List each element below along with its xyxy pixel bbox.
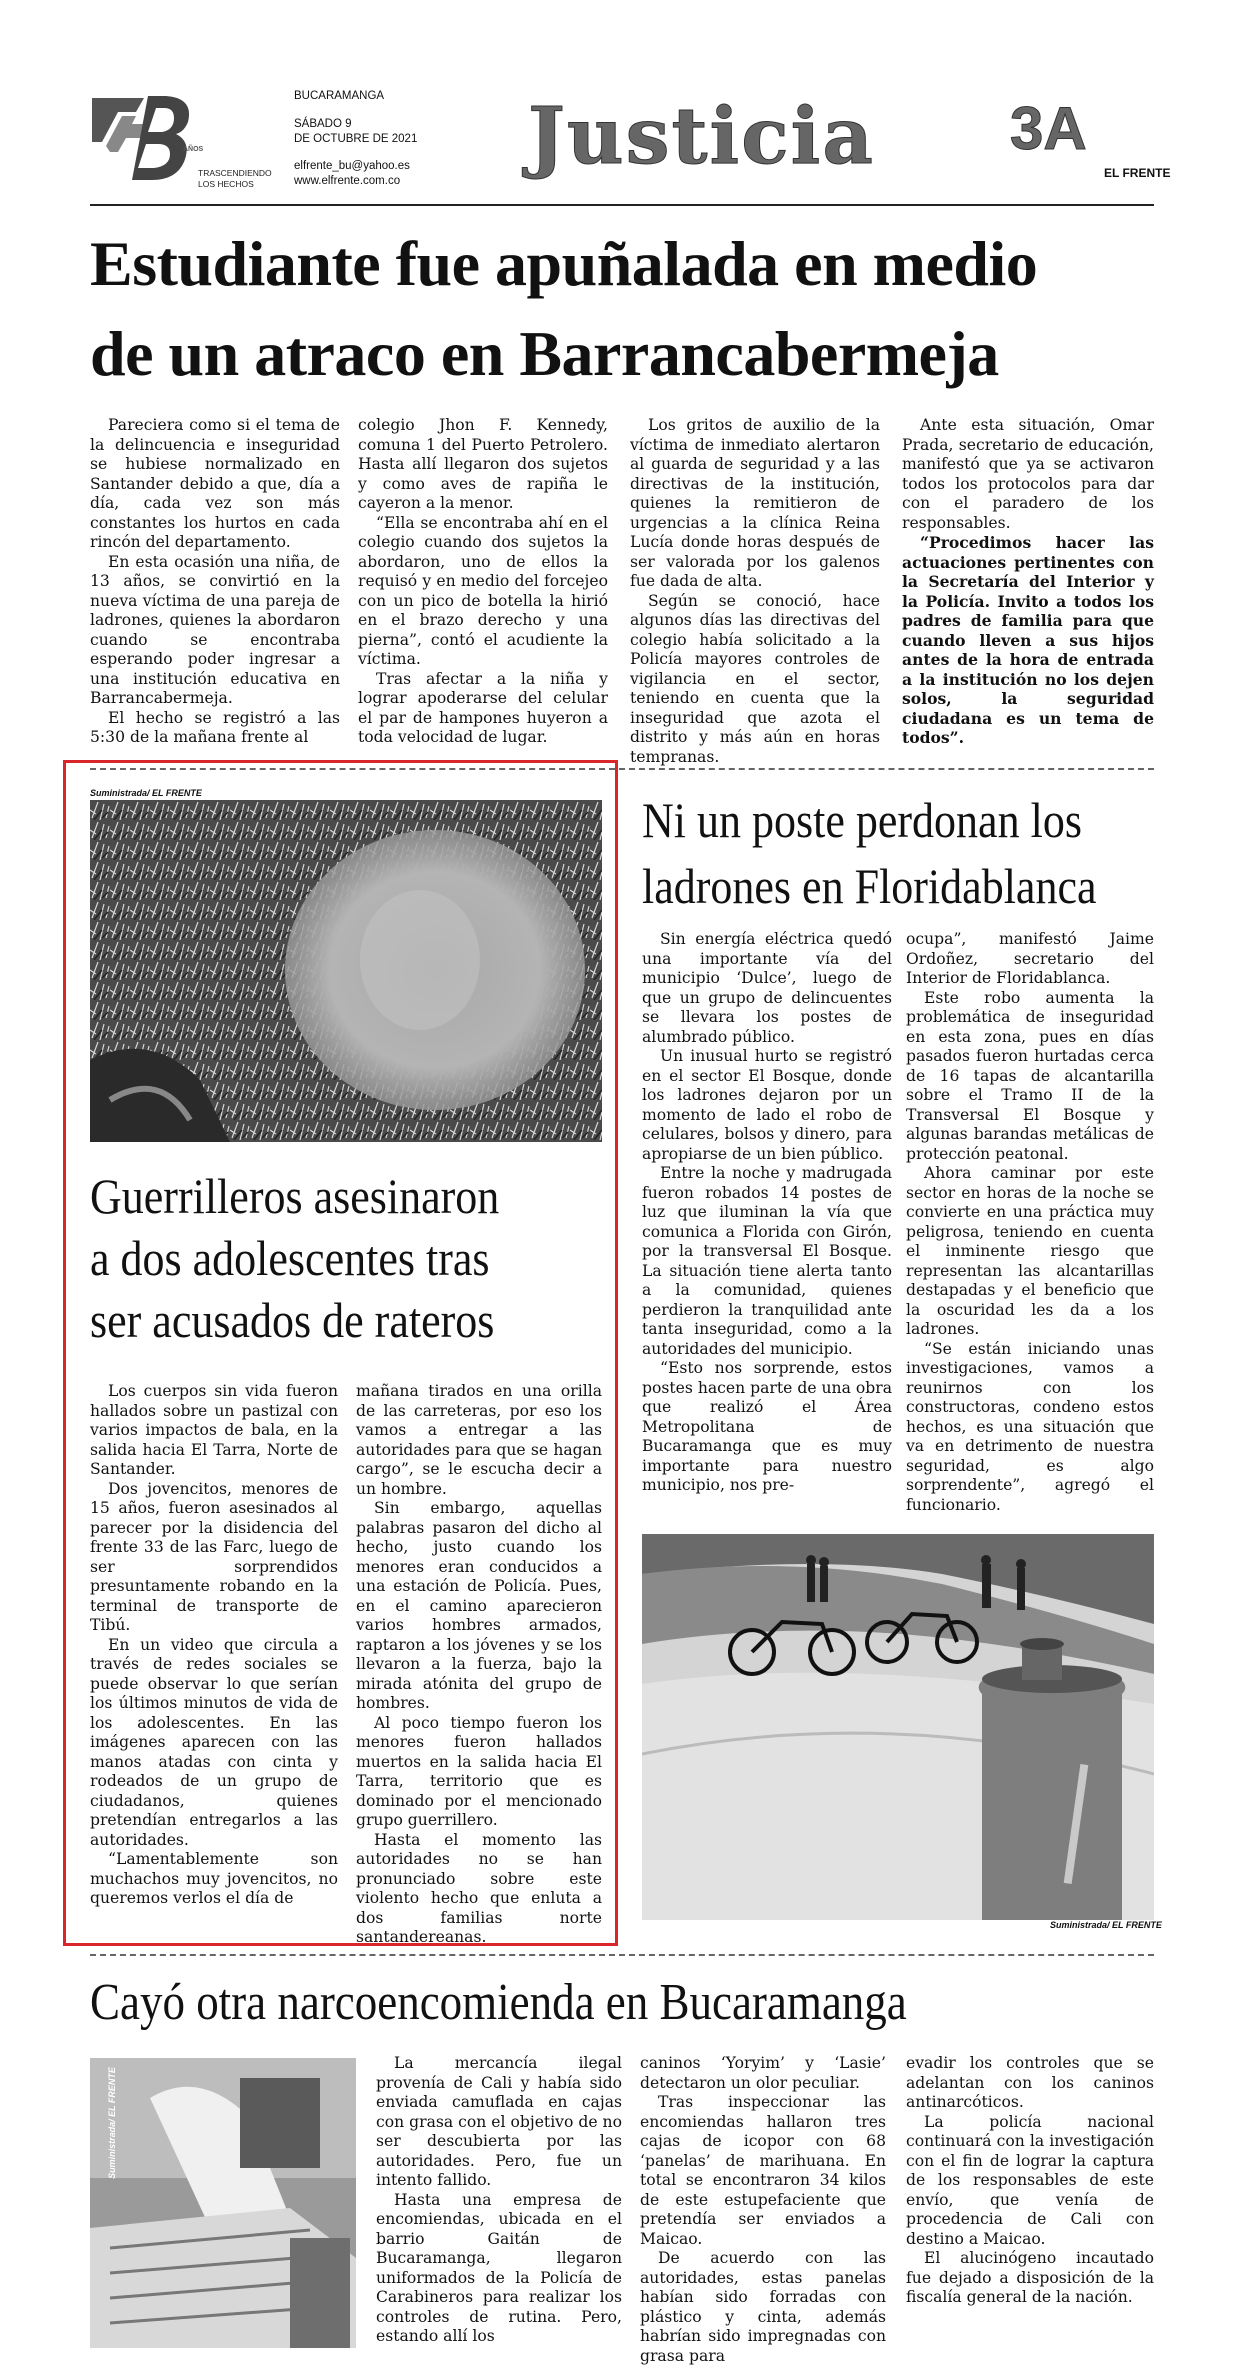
article3-photo [642, 1534, 1154, 1920]
article4-photo [90, 2058, 356, 2348]
paragraph: mañana tirados en una orilla de las carreteras, por eso los vamos a entregar a las autoridades para que se hagan cargo”, se le escucha decir a un hombre. [356, 1382, 602, 1498]
paragraph: Tras afectar a la niña y lograr apoderarse del celular el par de hampones huyeron a toda velocidad de lugar. [358, 669, 608, 746]
paragraph: En un video que circula a través de redes sociales se puede observar lo que serían los últimos minutos de vida de los adolescentes. En las imágenes aparecen con las manos atadas con cinta y rodeados de un grupo de ciudadanos, quienes pretendían entregarlos a las autoridades. [90, 1635, 338, 1849]
article2-col1 [90, 1382, 338, 1909]
article4-col3 [906, 2054, 1154, 2308]
paragraph: Entre la noche y madrugada fueron robados 14 postes de luz que iluminan la vía que comunica a Florida con Girón, por la transversal El Bosque. La situación tiene alerta tanto a la comunidad, quienes perdieron la tranquilidad ante tanta inseguridad, como a la autoridades del municipio. [642, 1164, 892, 1358]
paragraph: Hasta una empresa de encomiendas, ubicada en el barrio Gaitán de Bucaramanga, llegaron uniformados de la Policía de Carabineros para realizar los controles de rutina. Pero, estando allí los [376, 2190, 622, 2345]
article2-photo [90, 800, 602, 1142]
road-photo-image [642, 1534, 1154, 1920]
brand-small: EL FRENTE [1104, 166, 1171, 180]
masthead-city: BUCARAMANGA [294, 90, 385, 102]
paragraph: evadir los controles que se adelantan con los caninos antinarcóticos. [906, 2054, 1154, 2111]
article4-photo-credit: Suministrada/ EL FRENTE [106, 2067, 117, 2179]
page-number: 3A [1010, 95, 1087, 162]
paragraph: “Lamentablemente son muchachos muy jovencitos, no queremos verlos el día de [90, 1850, 338, 1907]
paragraph: La mercancía ilegal provenía de Cali y había sido enviada camuflada en cajas con grasa con el objetivo de no ser descubierta por las autoridades. Pero, fue un intento fallido. [376, 2054, 622, 2189]
article4-headline: Cayó otra narcoencomienda en Bucaramanga [90, 1974, 907, 2031]
article1-col2 [358, 416, 608, 748]
paragraph: ocupa”, manifestó Jaime Ordoñez, secretario del Interior de Floridablanca. [906, 930, 1154, 987]
paragraph: Tras inspeccionar las encomiendas hallaron tres cajas de icopor con 68 ‘panelas’ de marihuana. En total se encontraron 34 kilos de este estupefaciente que pretendía ser enviados a Maicao. [640, 2093, 886, 2248]
article1-headline-1: Estudiante fue apuñalada en medio [90, 228, 1038, 299]
paragraph: Ante esta situación, Omar Prada, secretario de educación, manifestó que ya se activaron todos los protocolos para dar con el paradero de los responsables. [902, 416, 1154, 532]
newspaper-logo [92, 92, 200, 184]
paragraph: colegio Jhon F. Kennedy, comuna 1 del Puerto Petrolero. Hasta allí llegaron dos sujetos y como aves de rapiña le cayeron a la menor. [358, 416, 608, 512]
paragraph: Los gritos de auxilio de la víctima de inmediato alertaron al guarda de seguridad y a las directivas de la institución, quienes la remitieron de urgencias a la clínica Reina Lucía donde horas después de ser valorada por los galenos fue dada de alta. [630, 416, 880, 590]
paragraph: Dos jovencitos, menores de 15 años, fueron asesinados al parecer por la disidencia del frente 33 de las Farc, luego de ser sorprendidos presuntamente robando en la terminal de transporte de Tibú. [90, 1479, 338, 1634]
section-title: Justicia [528, 91, 875, 182]
article3-headline-1: Ni un poste perdonan los [642, 792, 1082, 848]
paragraph: Al poco tiempo fueron los menores fueron hallados muertos en la salida hacia El Tarra, territorio que es dominado por el mencionado grupo guerrillero. [356, 1713, 602, 1829]
paragraph: Los cuerpos sin vida fueron hallados sobre un pastizal con varios impactos de bala, en la salida hacia El Tarra, Norte de Santander. [90, 1382, 338, 1478]
article1-col3 [630, 416, 880, 767]
article1-col4 [902, 416, 1154, 748]
article3-col2 [906, 930, 1154, 1515]
masthead-date-2: DE OCTUBRE DE 2021 [294, 133, 418, 145]
article2-col2 [356, 1382, 602, 1948]
paragraph: “Se están iniciando unas investigaciones, vamos a reunirnos con los constructoras, condeno estos hechos, es una situación que va en detrimento de nuestra seguridad, es algo sorprendente”, agregó el funcionario. [906, 1339, 1154, 1514]
masthead-email: elfrente_bu@yahoo.es [294, 160, 410, 172]
paragraph: “Esto nos sorprende, estos postes hacen parte de una obra que realizó el Área Metropolitana de Bucaramanga que es muy importante para nuestro municipio, nos pre- [642, 1359, 892, 1494]
paragraph: caninos ‘Yoryim’ y ‘Lasie’ detectaron un olor peculiar. [640, 2054, 886, 2092]
paragraph: Sin embargo, aquellas palabras pasaron del dicho al hecho, justo cuando los menores eran conducidos a una estación de Policía. Pues, en el camino aparecieron varios hombres armados, raptaron a los jóvenes y se los llevaron a la fuerza, bajo la mirada atónita del grupo de hombres. [356, 1499, 602, 1712]
quote-bold: “Procedimos hacer las actuaciones pertinentes con la Secretaría del Interior y la Policía. Invito a todos los padres de familia para que cuando lleven a sus hijos antes de la hora de entrada a la institución no los dejen solos, la seguridad ciudadana es un tema de todos”. [902, 533, 1154, 747]
masthead-website: www.elfrente.com.co [294, 175, 401, 187]
paragraph: En esta ocasión una niña, de 13 años, se convirtió en la nueva víctima de una pareja de ladrones, quienes la abordaron cuando se encontraba esperando poder ingresar a una institución educativa en Barrancabermeja. [90, 552, 340, 707]
article3-photo-credit: Suministrada/ EL FRENTE [1050, 1920, 1162, 1930]
article2-headline-3: ser acusados de rateros [90, 1292, 495, 1348]
packages-photo-image [90, 2058, 356, 2348]
paragraph: Un inusual hurto se registró en el sector El Bosque, donde los ladrones dejaron por un momento de lado el robo de celulares, bolsos y dinero, para apropiarse de un bien público. [642, 1047, 892, 1163]
grass-photo-image [90, 800, 602, 1142]
logo-slogan-1: TRASCENDIENDO [198, 168, 272, 178]
article3-headline-2: ladrones en Floridablanca [642, 858, 1097, 914]
article1-headline-2: de un atraco en Barrancabermeja [90, 318, 999, 389]
paragraph: El alucinógeno incautado fue dejado a disposición de la fiscalía general de la nación. [906, 2249, 1154, 2306]
paragraph: Este robo aumenta la problemática de inseguridad en esta zona, pues en días pasados fueron hurtadas cerca de 16 tapas de alcantarilla sobre el Tramo II de la Transversal El Bosque y algunas barandas metálicas de protección peatonal. [906, 988, 1154, 1163]
section-divider [90, 1954, 1154, 1956]
masthead-date-1: SÁBADO 9 [294, 118, 352, 130]
article2-photo-credit: Suministrada/ EL FRENTE [90, 788, 202, 798]
paragraph: Hasta el momento las autoridades no se han pronunciado sobre este violento hecho que enluta a dos familias norte santandereanas. [356, 1830, 602, 1946]
paragraph: Ahora caminar por este sector en horas de la noche se convierte en una práctica muy peligrosa, teniendo en cuenta el inminente riesgo que representan las alcantarillas destapadas y el beneficio que la oscuridad les da a los ladrones. [906, 1164, 1154, 1338]
paragraph: De acuerdo con las autoridades, estas panelas habían sido forradas con plástico y cinta, además habrían sido impregnadas con grasa para [640, 2249, 886, 2365]
logo-slogan-2: LOS HECHOS [198, 179, 254, 189]
masthead-rule [90, 204, 1154, 206]
paragraph: El hecho se registró a las 5:30 de la mañana frente al [90, 708, 340, 746]
article2-headline-2: a dos adolescentes tras [90, 1230, 490, 1286]
paragraph: La policía nacional continuará con la investigación con el fin de lograr la captura de los responsables de este envío, que venía de procedencia de Cali con destino a Maicao. [906, 2112, 1154, 2248]
article4-col2 [640, 2054, 886, 2366]
article2-headline-1: Guerrilleros asesinaron [90, 1168, 500, 1224]
paragraph: Según se conoció, hace algunos días las directivas del colegio había solicitado a la Policía mayores controles de vigilancia en el sector, teniendo en cuenta que la inseguridad que azota el distrito y más aún en horas tempranas. [630, 591, 880, 766]
article3-col1 [642, 930, 892, 1496]
logo-anos: AÑOS [183, 146, 204, 153]
masthead [0, 0, 1233, 210]
paragraph: Sin energía eléctrica quedó una importante vía del municipio ‘Dulce’, luego de que un grupo de delincuentes se llevara los postes de alumbrado público. [642, 930, 892, 1046]
paragraph: Pareciera como si el tema de la delincuencia e inseguridad se hubiese normalizado en Santander debido a que, día a día, cada vez son más constantes los hurtos en cada rincón del departamento. [90, 416, 340, 551]
paragraph: “Ella se encontraba ahí en el colegio cuando dos sujetos la abordaron, uno de ellos la requisó y en medio del forcejeo con un pico de botella la hirió en el brazo derecho y una pierna”, contó el acudiente la víctima. [358, 513, 608, 668]
article1-col1 [90, 416, 340, 748]
article4-col1 [376, 2054, 622, 2347]
